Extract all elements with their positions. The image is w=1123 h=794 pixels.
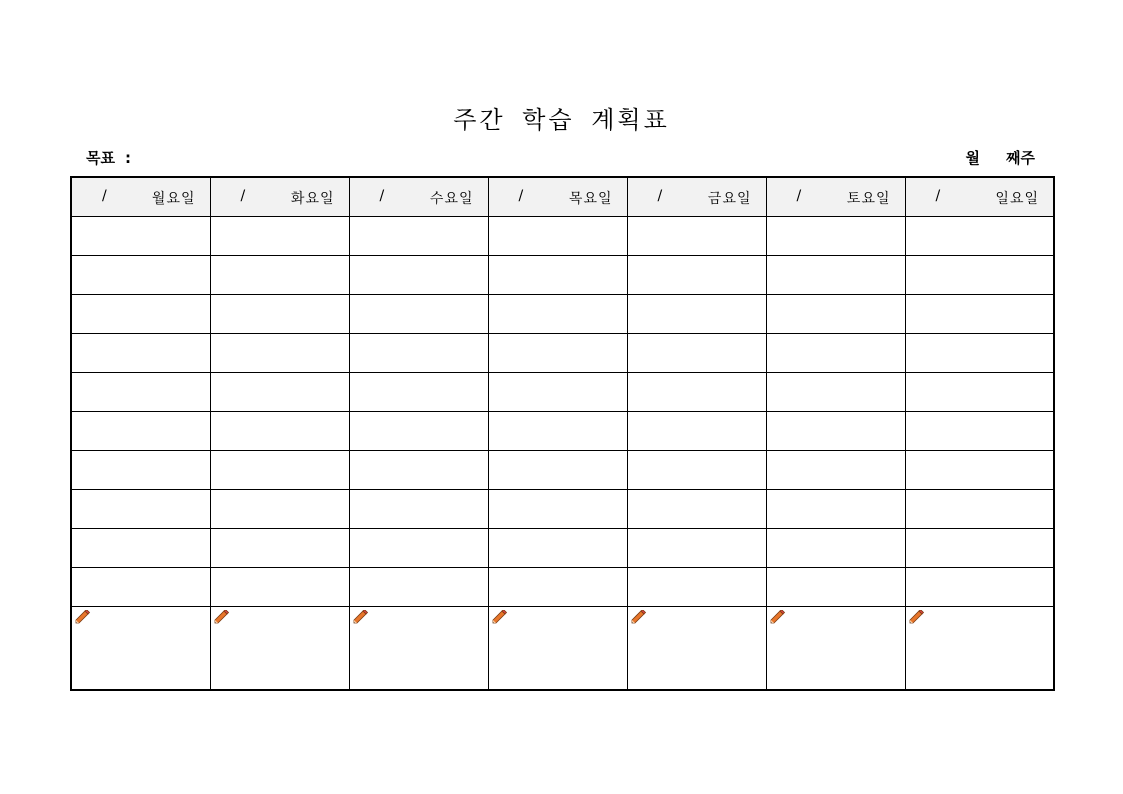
plan-cell[interactable] [349, 568, 488, 607]
plan-row [71, 256, 1054, 295]
plan-cell[interactable] [627, 529, 766, 568]
day-header-thu [488, 177, 627, 217]
plan-cell[interactable] [71, 334, 210, 373]
plan-cell[interactable] [349, 334, 488, 373]
goal-label: 목표 [86, 149, 115, 167]
plan-cell[interactable] [627, 256, 766, 295]
pencil-icon [909, 609, 925, 623]
plan-cell[interactable] [766, 373, 905, 412]
day-header-row [71, 177, 1054, 217]
plan-cell[interactable] [71, 412, 210, 451]
plan-cell[interactable] [349, 412, 488, 451]
plan-cell[interactable] [905, 256, 1054, 295]
day-header-mon [71, 177, 210, 217]
memo-cell[interactable] [627, 607, 766, 691]
memo-cell[interactable] [349, 607, 488, 691]
plan-row [71, 568, 1054, 607]
date-slash: / [518, 188, 524, 204]
plan-cell[interactable] [488, 217, 627, 256]
memo-cell[interactable] [905, 607, 1054, 691]
plan-cell[interactable] [349, 373, 488, 412]
date-slash: / [240, 188, 246, 204]
plan-cell[interactable] [488, 568, 627, 607]
plan-cell[interactable] [766, 217, 905, 256]
day-name: 토요일 [846, 191, 891, 207]
plan-row [71, 490, 1054, 529]
week-label: 째주 [1006, 149, 1035, 167]
plan-cell[interactable] [905, 529, 1054, 568]
pencil-icon [770, 609, 786, 623]
plan-cell[interactable] [488, 451, 627, 490]
memo-cell[interactable] [71, 607, 210, 691]
day-name: 월요일 [151, 191, 196, 207]
plan-cell[interactable] [349, 529, 488, 568]
plan-cell[interactable] [488, 256, 627, 295]
day-name: 화요일 [290, 191, 335, 207]
plan-row [71, 217, 1054, 256]
day-header-tue [210, 177, 349, 217]
plan-cell[interactable] [766, 256, 905, 295]
plan-cell[interactable] [210, 568, 349, 607]
plan-cell[interactable] [349, 295, 488, 334]
plan-cell[interactable] [210, 217, 349, 256]
pencil-icon [631, 609, 647, 623]
plan-cell[interactable] [766, 412, 905, 451]
plan-cell[interactable] [210, 295, 349, 334]
day-name: 수요일 [429, 191, 474, 207]
plan-cell[interactable] [766, 295, 905, 334]
plan-cell[interactable] [71, 490, 210, 529]
plan-cell[interactable] [766, 334, 905, 373]
plan-cell[interactable] [349, 217, 488, 256]
day-header-fri [627, 177, 766, 217]
plan-cell[interactable] [905, 490, 1054, 529]
plan-cell[interactable] [210, 373, 349, 412]
plan-cell[interactable] [349, 490, 488, 529]
plan-cell[interactable] [71, 295, 210, 334]
day-header-sat [766, 177, 905, 217]
goal-line [86, 147, 131, 168]
month-label: 월 [965, 149, 981, 167]
plan-cell[interactable] [766, 529, 905, 568]
date-slash: / [796, 188, 802, 204]
plan-cell[interactable] [488, 529, 627, 568]
plan-cell[interactable] [627, 490, 766, 529]
plan-cell[interactable] [71, 529, 210, 568]
plan-cell[interactable] [905, 373, 1054, 412]
day-header-sun [905, 177, 1054, 217]
plan-cell[interactable] [905, 334, 1054, 373]
day-header-wed [349, 177, 488, 217]
pencil-icon [492, 609, 508, 623]
page-title: 주간 학습 계획표 [453, 106, 670, 134]
plan-body [71, 217, 1054, 691]
weekly-plan-table [70, 176, 1055, 691]
plan-cell[interactable] [349, 451, 488, 490]
plan-cell[interactable] [210, 256, 349, 295]
plan-row [71, 334, 1054, 373]
memo-cell[interactable] [210, 607, 349, 691]
plan-row [71, 529, 1054, 568]
plan-cell[interactable] [905, 295, 1054, 334]
pencil-icon [75, 609, 91, 623]
plan-cell[interactable] [71, 451, 210, 490]
plan-cell[interactable] [210, 451, 349, 490]
day-name: 목요일 [568, 191, 613, 207]
pencil-icon [214, 609, 230, 623]
plan-cell[interactable] [627, 568, 766, 607]
plan-cell[interactable] [71, 568, 210, 607]
day-name: 금요일 [707, 191, 752, 207]
plan-row [71, 412, 1054, 451]
plan-cell[interactable] [210, 490, 349, 529]
week-info [966, 147, 1035, 168]
plan-cell[interactable] [627, 334, 766, 373]
plan-cell[interactable] [488, 295, 627, 334]
plan-cell[interactable] [488, 373, 627, 412]
plan-cell[interactable] [210, 529, 349, 568]
plan-cell[interactable] [627, 217, 766, 256]
plan-cell[interactable] [71, 373, 210, 412]
day-name: 일요일 [995, 191, 1039, 207]
date-slash: / [935, 188, 941, 204]
plan-cell[interactable] [627, 412, 766, 451]
pencil-icon [353, 609, 369, 623]
plan-cell[interactable] [210, 412, 349, 451]
plan-cell[interactable] [905, 217, 1054, 256]
plan-cell[interactable] [627, 451, 766, 490]
memo-cell[interactable] [766, 607, 905, 691]
plan-cell[interactable] [905, 568, 1054, 607]
plan-cell[interactable] [905, 451, 1054, 490]
plan-cell[interactable] [488, 490, 627, 529]
plan-row [71, 373, 1054, 412]
plan-cell[interactable] [627, 373, 766, 412]
plan-cell[interactable] [766, 451, 905, 490]
plan-cell[interactable] [488, 334, 627, 373]
plan-row [71, 451, 1054, 490]
goal-colon: : [124, 149, 131, 167]
date-slash: / [379, 188, 385, 204]
memo-row [71, 607, 1054, 691]
plan-cell[interactable] [627, 295, 766, 334]
date-slash: / [657, 188, 663, 204]
plan-cell[interactable] [71, 217, 210, 256]
plan-row [71, 295, 1054, 334]
date-slash: / [102, 188, 107, 204]
plan-cell[interactable] [766, 490, 905, 529]
plan-cell[interactable] [488, 412, 627, 451]
plan-cell[interactable] [349, 256, 488, 295]
memo-cell[interactable] [488, 607, 627, 691]
plan-cell[interactable] [71, 256, 210, 295]
plan-cell[interactable] [210, 334, 349, 373]
plan-cell[interactable] [766, 568, 905, 607]
plan-cell[interactable] [905, 412, 1054, 451]
